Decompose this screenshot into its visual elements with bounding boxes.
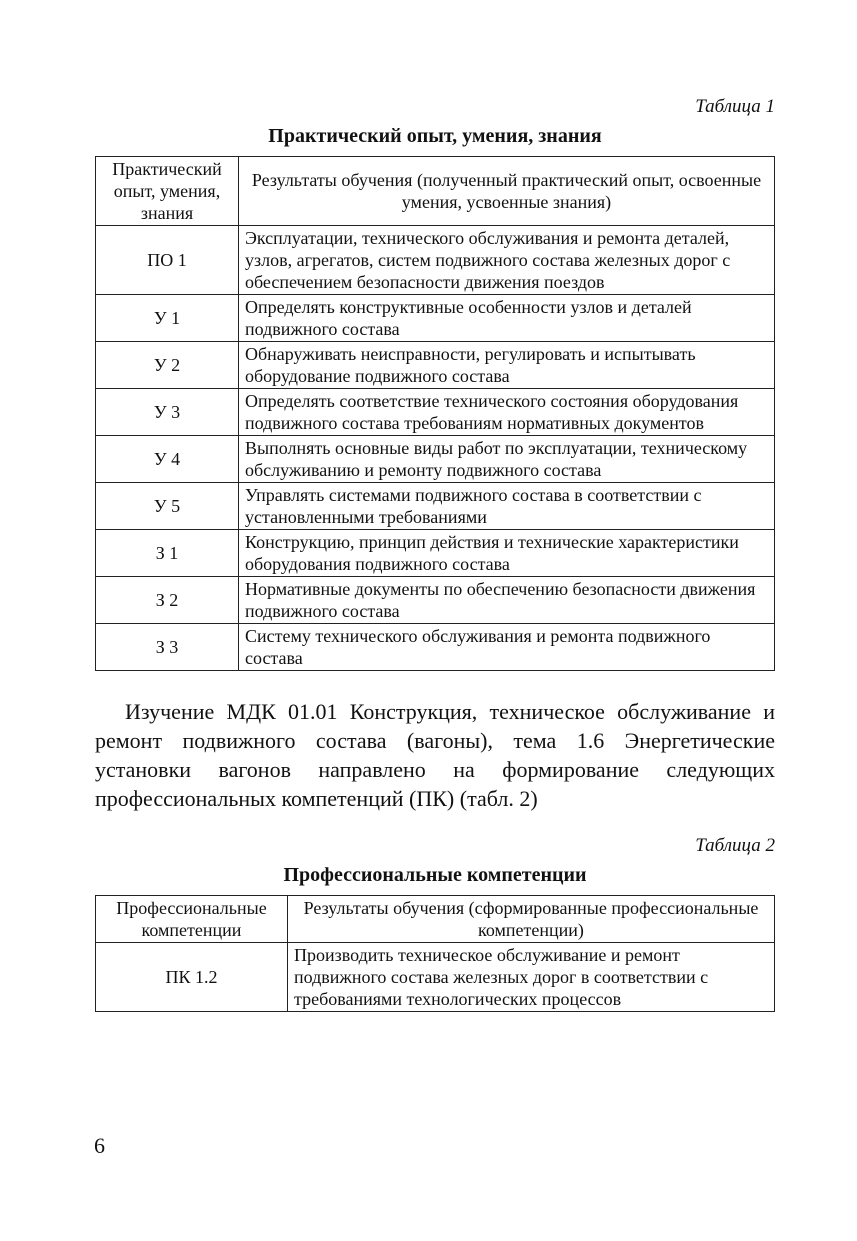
row-code: ПК 1.2 xyxy=(96,943,288,1012)
table-row xyxy=(96,436,775,483)
row-code: У 4 xyxy=(96,436,239,483)
row-text: Эксплуатации, технического обслуживания и ремонта деталей, узлов, агрегатов, систем подвижного состава железных дорог с обеспечением безопасности движения поездов xyxy=(239,226,775,295)
table-row xyxy=(96,389,775,436)
row-text: Управлять системами подвижного состава в соответствии с установленными требованиями xyxy=(239,483,775,530)
table-row xyxy=(96,342,775,389)
table-1-label: Таблица 1 xyxy=(695,96,775,117)
page-content xyxy=(95,96,775,1012)
table-2 xyxy=(95,895,775,1012)
body-paragraph: Изучение МДК 01.01 Конструкция, техническое обслуживание и ремонт подвижного состава (вагоны), тема 1.6 Энергетические установки вагонов направлено на формирование следующих профессиональных компетенций (ПК) (табл. 2) xyxy=(95,699,775,811)
row-text: Выполнять основные виды работ по эксплуатации, техническому обслуживанию и ремонту подвижного состава xyxy=(239,436,775,483)
row-code: З 3 xyxy=(96,624,239,671)
row-code: З 1 xyxy=(96,530,239,577)
row-code: ПО 1 xyxy=(96,226,239,295)
column-header: Практический опыт, умения, знания xyxy=(96,157,239,226)
column-header: Результаты обучения (сформированные профессиональные компетенции) xyxy=(288,896,775,943)
table-header-row xyxy=(96,157,775,226)
table-row xyxy=(96,577,775,624)
table-2-title: Профессиональные компетенции xyxy=(283,864,587,886)
row-text: Определять конструктивные особенности узлов и деталей подвижного состава xyxy=(239,295,775,342)
table-1-title: Практический опыт, умения, знания xyxy=(268,125,602,147)
row-code: У 3 xyxy=(96,389,239,436)
row-code: З 2 xyxy=(96,577,239,624)
table-row xyxy=(96,530,775,577)
row-text: Обнаруживать неисправности, регулировать и испытывать оборудование подвижного состава xyxy=(239,342,775,389)
row-text: Систему технического обслуживания и ремонта подвижного состава xyxy=(239,624,775,671)
row-text: Производить техническое обслуживание и ремонт подвижного состава железных дорог в соответствии с требованиями технологических процессов xyxy=(288,943,775,1012)
table-row xyxy=(96,943,775,1012)
page-number: 6 xyxy=(94,1133,105,1158)
row-code: У 1 xyxy=(96,295,239,342)
row-text: Определять соответствие технического состояния оборудования подвижного состава требованиям нормативных документов xyxy=(239,389,775,436)
table-header-row xyxy=(96,896,775,943)
row-text: Нормативные документы по обеспечению безопасности движения подвижного состава xyxy=(239,577,775,624)
column-header: Результаты обучения (полученный практический опыт, освоенные умения, усвоенные знания) xyxy=(239,157,775,226)
table-row xyxy=(96,295,775,342)
table-2-label: Таблица 2 xyxy=(695,835,775,856)
row-code: У 5 xyxy=(96,483,239,530)
table-row xyxy=(96,624,775,671)
row-text: Конструкцию, принцип действия и технические характеристики оборудования подвижного состава xyxy=(239,530,775,577)
row-code: У 2 xyxy=(96,342,239,389)
column-header: Профессиональные компетенции xyxy=(96,896,288,943)
table-row xyxy=(96,226,775,295)
table-1 xyxy=(95,156,775,671)
table-row xyxy=(96,483,775,530)
